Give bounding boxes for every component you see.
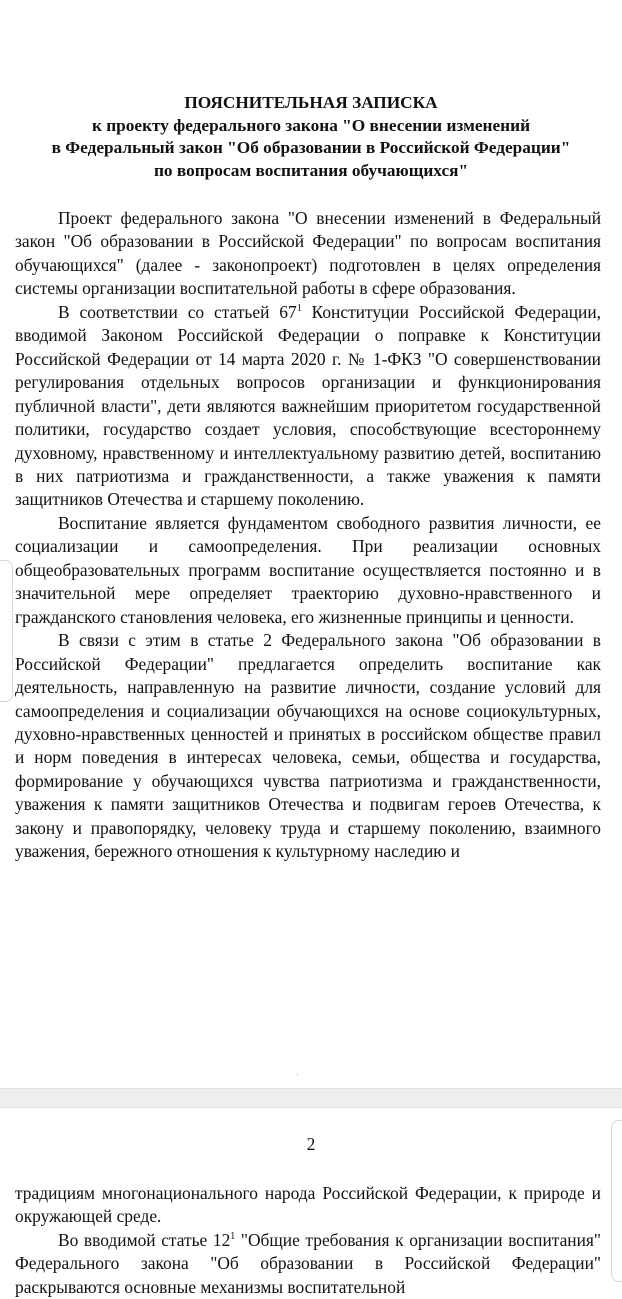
paragraph-3: Воспитание является фундаментом свободного развития личности, ее социализации и самоопределения. При реализации основных общеобразовательных программ воспитание осуществляется постоянно и в значительной мере определяет траекторию духовно-нравственного и гражданского становления человека, его жизненные принципы и ценности. — [15, 512, 601, 627]
cursor-icon: ˒ — [296, 1068, 299, 1078]
paragraph-4: В связи с этим в статье 2 Федерального закона "Об образовании в Российской Федерации" предлагается определить воспитание как деятельность, направленную на развитие личности, создание условий для самоопределения и социализации обучающихся на основе социокультурных, духовно-нравственных ценностей и принятых в российском обществе правил и норм поведения в интересах человека, семьи, общества и государства, формирование у обучающихся чувства патриотизма и гражданственности, уважения к памяти защитников Отечества и подвигам героев Отечества, к закону и правопорядку, человеку труда и старшему поколению, взаимного уважения, бережного отношения к культурному наследию и — [15, 630, 601, 862]
paragraph-2 — [15, 301, 601, 512]
paragraph-5-start: Во вводимой статье 12 — [58, 1229, 231, 1250]
title-line-3: в Федеральный закон "Об образовании в Российской Федерации" — [51, 138, 571, 157]
title-line-4: по вопросам воспитания обучающихся" — [153, 160, 469, 180]
document-title — [0, 92, 622, 182]
paragraph-continuation: традициям многонационального народа Российской Федерации, к природе и окружающей среде. — [15, 1183, 601, 1227]
document-body-page-2 — [15, 1182, 601, 1299]
superscript-article: 1 — [296, 302, 302, 314]
superscript-article-2: 1 — [230, 1230, 236, 1242]
right-scroll-handle[interactable] — [611, 1120, 622, 1282]
paragraph-2-start: В соответствии со статьей 67 — [58, 301, 297, 322]
page-separator — [0, 1088, 622, 1108]
document-body — [15, 207, 601, 864]
title-line-1: ПОЯСНИТЕЛЬНАЯ ЗАПИСКА — [184, 93, 438, 112]
paragraph-5 — [15, 1229, 601, 1299]
paragraph-1: Проект федерального закона "О внесении изменений в Федеральный закон "Об образовании в Российской Федерации" по вопросам воспитания обучающихся" (далее - законопроект) подготовлен в целях определения системы организации воспитательной работы в сфере образования. — [15, 208, 601, 299]
paragraph-2-rest: Конституции Российской Федерации, вводимой Законом Российской Федерации о поправке к Конституции Российской Федерации от 14 марта 2020 г. № 1-ФКЗ "О совершенствовании регулирования отдельных вопросов организации и функционирования публичной власти", дети являются важнейшим приоритетом государственной политики, государство создает условия, способствующие всестороннему духовному, нравственному и интеллектуальному развитию детей, воспитанию в них патриотизма и гражданственности, а также уважения к памяти защитников Отечества и старшему поколению. — [15, 301, 601, 510]
title-line-2: к проекту федерального закона "О внесении изменений — [91, 115, 531, 135]
page-number: 2 — [306, 1134, 316, 1154]
paragraph-5-rest: "Общие требования к организации воспитания" Федерального закона "Об образовании в Российской Федерации" раскрываются основные механизмы воспитательной — [15, 1229, 601, 1297]
left-scroll-handle[interactable] — [0, 560, 13, 702]
